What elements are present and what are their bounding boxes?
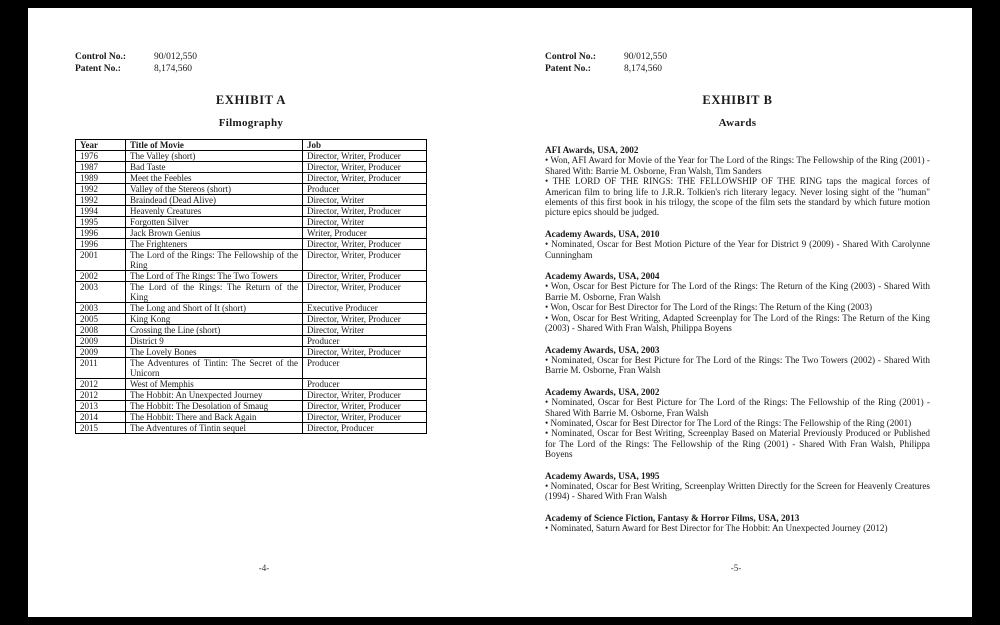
table-header-cell: Title of Movie (126, 140, 303, 151)
page-number-right: -5- (730, 563, 742, 573)
control-number-row (545, 51, 930, 63)
table-cell: 2008 (76, 325, 126, 336)
table-cell: The Lord of the Rings: The Return of the King (126, 282, 303, 303)
table-cell: The Adventures of Tintin: The Secret of the Unicorn (126, 358, 303, 379)
award-item: • Won, Oscar for Best Writing, Adapted Screenplay for The Lord of the Rings: The Return of the King (2003) - Shared With Fran Walsh, Philippa Boyens (545, 312, 930, 334)
exhibit-a-subtitle: Filmography (218, 117, 284, 129)
table-cell: 1992 (76, 184, 126, 195)
award-item: • Nominated, Oscar for Best Director for The Lord of the Rings: The Fellowship of the Ring (2001) (545, 417, 912, 428)
table-cell: Director, Writer, Producer (303, 206, 427, 217)
award-item: • Nominated, Oscar for Best Picture for The Lord of the Rings: The Fellowship of the Ring (2001) - Shared With Barrie M. Osborne, Fran Walsh (545, 397, 930, 418)
table-row (76, 239, 427, 250)
table-cell: The Frighteners (126, 239, 303, 250)
table-row (76, 358, 427, 379)
award-item: • THE LORD OF THE RINGS: THE FELLOWSHIP OF THE RING taps the magical forces of American film to bring life to J.R.R. Tolkien's rich literary legacy. Never losing sight of the "human" elements of this first book in his trilogy, the scope of the film sets the standard by which future motion picture epics should be judged. (545, 176, 930, 218)
table-cell: Director, Writer, Producer (303, 401, 427, 412)
table-cell: 1996 (76, 228, 126, 239)
table-cell: 1989 (76, 173, 126, 184)
control-number-label: Control No.: (545, 52, 597, 62)
table-row (76, 336, 427, 347)
award-item: • Won, Oscar for Best Picture for The Lord of the Rings: The Return of the King (2003) - Shared With Barrie M. Osborne, Fran Walsh (545, 281, 930, 302)
table-row (76, 162, 427, 173)
table-row (76, 412, 427, 423)
table-cell: Heavenly Creatures (126, 206, 303, 217)
table-cell: The Lovely Bones (126, 347, 303, 358)
award-heading: Academy of Science Fiction, Fantasy & Horror Films, USA, 2013 (545, 512, 800, 523)
award-heading: Academy Awards, USA, 2010 (545, 228, 660, 239)
table-cell: 2003 (76, 303, 126, 314)
document-spread (28, 8, 972, 617)
table-cell: Producer (303, 336, 427, 347)
table-cell: 1996 (76, 239, 126, 250)
control-number-row (75, 51, 427, 63)
table-cell: The Lord of The Rings: The Two Towers (126, 271, 303, 282)
award-item: • Nominated, Oscar for Best Picture for The Lord of the Rings: The Two Towers (2002) - Shared With Barrie M. Osborne, Fran Walsh (545, 354, 930, 376)
patent-number-value: 8,174,560 (154, 64, 192, 74)
table-cell: Director, Writer, Producer (303, 173, 427, 184)
filmography-table (75, 139, 427, 434)
table-cell: The Hobbit: There and Back Again (126, 412, 303, 423)
table-cell: King Kong (126, 314, 303, 325)
table-row (76, 390, 427, 401)
table-row (76, 228, 427, 239)
table-row (76, 206, 427, 217)
table-cell: Producer (303, 379, 427, 390)
table-cell: The Hobbit: The Desolation of Smaug (126, 401, 303, 412)
table-row (76, 401, 427, 412)
table-cell: Jack Brown Genius (126, 228, 303, 239)
page-exhibit-b (500, 8, 972, 617)
table-row (76, 151, 427, 162)
award-section (545, 345, 930, 376)
table-cell: 1987 (76, 162, 126, 173)
exhibit-b-title: EXHIBIT B (702, 93, 773, 107)
doc-header-left (75, 51, 427, 75)
table-cell: The Long and Short of It (short) (126, 303, 303, 314)
page-exhibit-a (28, 8, 500, 617)
table-row (76, 217, 427, 228)
table-cell: Director, Writer, Producer (303, 282, 427, 303)
table-cell: Meet the Feebles (126, 173, 303, 184)
award-section (545, 145, 930, 218)
award-item: • Won, AFI Award for Movie of the Year for The Lord of the Rings: The Fellowship of the Ring (2001) - Shared With: Barrie M. Osborne, Fran Walsh, Tim Sanders (545, 155, 930, 176)
table-cell: The Lord of the Rings: The Fellowship of the Ring (126, 250, 303, 271)
award-section (545, 387, 930, 460)
table-header-row (76, 140, 427, 151)
page-number-left: -4- (258, 563, 270, 573)
table-cell: West of Memphis (126, 379, 303, 390)
table-row (76, 250, 427, 271)
table-cell: Director, Writer (303, 195, 427, 206)
table-cell: 1992 (76, 195, 126, 206)
table-row (76, 379, 427, 390)
award-heading: Academy Awards, USA, 1995 (545, 470, 660, 481)
table-cell: District 9 (126, 336, 303, 347)
table-cell: Director, Writer (303, 217, 427, 228)
table-cell: Director, Producer (303, 423, 427, 434)
table-row (76, 184, 427, 195)
table-cell: 1995 (76, 217, 126, 228)
table-cell: Director, Writer, Producer (303, 347, 427, 358)
table-row (76, 314, 427, 325)
table-cell: Director, Writer, Producer (303, 239, 427, 250)
table-row (76, 423, 427, 434)
exhibit-b-subtitle: Awards (718, 117, 757, 129)
table-cell: The Hobbit: An Unexpected Journey (126, 390, 303, 401)
table-cell: Director, Writer, Producer (303, 162, 427, 173)
table-cell: 2012 (76, 390, 126, 401)
award-heading: Academy Awards, USA, 2004 (545, 271, 660, 282)
table-cell: The Adventures of Tintin sequel (126, 423, 303, 434)
table-cell: Forgotten Silver (126, 217, 303, 228)
award-section (545, 513, 930, 534)
table-cell: The Valley (short) (126, 151, 303, 162)
award-heading: Academy Awards, USA, 2003 (545, 344, 660, 355)
table-cell: Producer (303, 184, 427, 195)
award-item: • Nominated, Saturn Award for Best Director for The Hobbit: An Unexpected Journey (2012) (545, 523, 888, 534)
table-cell: Director, Writer, Producer (303, 250, 427, 271)
award-item: • Nominated, Oscar for Best Writing, Screenplay Written Directly for the Screen for Heavenly Creatures (1994) - Shared With Fran Walsh (545, 480, 930, 502)
table-cell: 2002 (76, 271, 126, 282)
table-header-cell: Year (76, 140, 126, 151)
table-cell: Producer (303, 358, 427, 379)
table-cell: Director, Writer, Producer (303, 390, 427, 401)
awards-list (545, 145, 930, 534)
award-section (545, 471, 930, 502)
patent-number-row (75, 63, 427, 75)
table-cell: 2009 (76, 347, 126, 358)
table-row (76, 282, 427, 303)
table-cell: Crossing the Line (short) (126, 325, 303, 336)
table-cell: Director, Writer, Producer (303, 271, 427, 282)
table-cell: 2013 (76, 401, 126, 412)
patent-number-label: Patent No.: (75, 64, 121, 74)
table-row (76, 347, 427, 358)
doc-header-right (545, 51, 930, 75)
award-item: • Won, Oscar for Best Director for The Lord of the Rings: The Return of the King (2003) (545, 302, 873, 313)
table-cell: Director, Writer (303, 325, 427, 336)
award-heading: Academy Awards, USA, 2002 (545, 386, 660, 397)
award-section (545, 229, 930, 260)
control-number-value: 90/012,550 (154, 52, 198, 62)
table-cell: Valley of the Stereos (short) (126, 184, 303, 195)
table-cell: 2015 (76, 423, 126, 434)
table-header-cell: Job (303, 140, 427, 151)
patent-number-label: Patent No.: (545, 64, 591, 74)
control-number-label: Control No.: (75, 52, 127, 62)
table-cell: 2005 (76, 314, 126, 325)
award-item: • Nominated, Oscar for Best Writing, Screenplay Based on Material Previously Produced or Published for The Lord of the Rings: The Fellowship of the Ring (2001) - Shared With Fran Walsh, Philippa Boyens (545, 428, 930, 460)
award-heading: AFI Awards, USA, 2002 (545, 145, 639, 155)
table-cell: Braindead (Dead Alive) (126, 195, 303, 206)
patent-number-value: 8,174,560 (624, 64, 662, 74)
exhibit-a-title: EXHIBIT A (215, 93, 287, 107)
table-cell: Bad Taste (126, 162, 303, 173)
table-cell: 2014 (76, 412, 126, 423)
table-cell: 2011 (76, 358, 126, 379)
table-row (76, 303, 427, 314)
table-cell: Director, Writer, Producer (303, 314, 427, 325)
table-cell: Executive Producer (303, 303, 427, 314)
table-cell: 1994 (76, 206, 126, 217)
table-row (76, 173, 427, 184)
control-number-value: 90/012,550 (624, 52, 668, 62)
table-cell: 1976 (76, 151, 126, 162)
table-cell: 2012 (76, 379, 126, 390)
table-cell: Writer, Producer (303, 228, 427, 239)
table-cell: Director, Writer, Producer (303, 412, 427, 423)
table-cell: Director, Writer, Producer (303, 151, 427, 162)
table-row (76, 325, 427, 336)
table-cell: 2009 (76, 336, 126, 347)
patent-number-row (545, 63, 930, 75)
award-item: • Nominated, Oscar for Best Motion Picture of the Year for District 9 (2009) - Shared With Carolynne Cunningham (545, 239, 930, 260)
table-cell: 2003 (76, 282, 126, 303)
award-section (545, 271, 930, 333)
table-cell: 2001 (76, 250, 126, 271)
table-row (76, 195, 427, 206)
table-row (76, 271, 427, 282)
